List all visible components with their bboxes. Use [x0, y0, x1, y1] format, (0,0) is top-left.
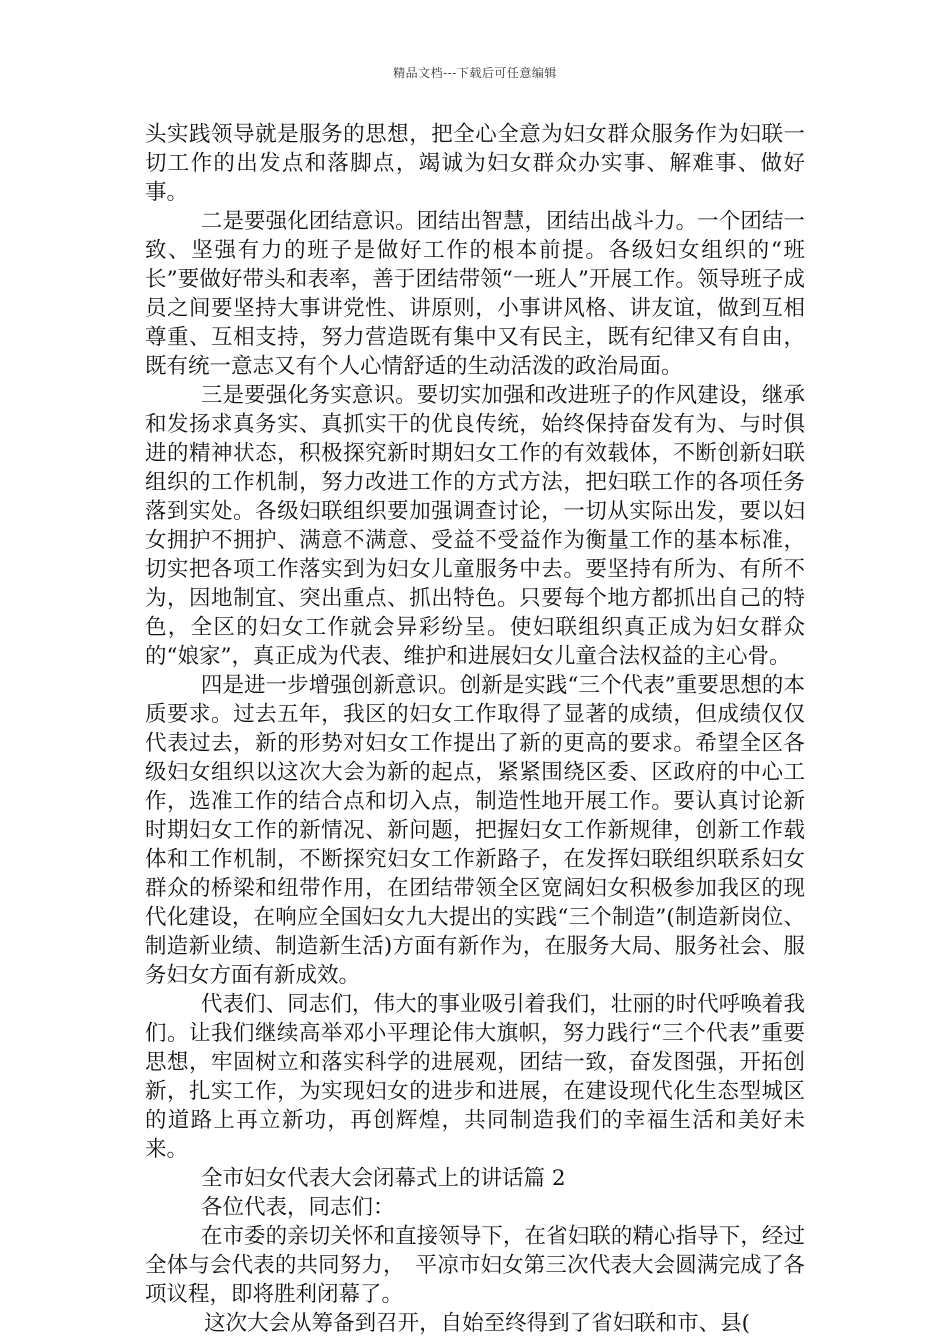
paragraph-unity: 二是要强化团结意识。团结出智慧，团结出战斗力。一个团结一致、坚强有力的班子是做好工作的根本前提。各级妇女组织的“班长”要做好带头和表率，善于团结带领“一班人”开展工作。领导班子成员之间要坚持大事讲党性、讲原则，小事讲风格、讲友谊，做到互相尊重、互相支持，努力营造既有集中又有民主，既有纪律又有自由，既有统一意志又有个人心情舒适的生动活泼的政治局面。: [145, 209, 805, 379]
paragraph-pragmatism: 三是要强化务实意识。要切实加强和改进班子的作风建设，继承和发扬求真务实、真抓实干的优良传统，始终保持奋发有为、与时俱进的精神状态，积极探究新时期妇女工作的有效载体，不断创新妇联组织的工作机制，努力改进工作的方式方法，把妇联工作的各项任务落到实处。各级妇联组织要加强调查讨论，一切从实际出发，要以妇女拥护不拥护、满意不满意、受益不受益作为衡量工作的基本标准，切实把各项工作落实到为妇女儿童服务中去。要坚持有所为、有所不为，因地制宜、突出重点、抓出特色。只要每个地方都抓出自己的特色，全区的妇女工作就会异彩纷呈。使妇联组织真正成为妇女群众的“娘家”，真正成为代表、维护和进展妇女儿童合法权益的主心骨。: [145, 383, 805, 669]
paragraph-preparation: 这次大会从筹备到召开，自始至终得到了省妇联和市、县(: [204, 1311, 751, 1336]
salutation: 各位代表，同志们：: [201, 1195, 395, 1220]
page-header: 精品文档---下载后可任意编辑: [393, 66, 557, 80]
section-heading: 全市妇女代表大会闭幕式上的讲话篇 2: [201, 1166, 566, 1191]
document-body: [145, 120, 805, 1338]
paragraph-opening: 在市委的亲切关怀和直接领导下，在省妇联的精心指导下，经过全体与会代表的共同努力， 平凉市妇女第三次代表大会圆满完成了各项议程，即将胜利闭幕了。: [145, 1224, 805, 1307]
paragraph-closing: 代表们、同志们，伟大的事业吸引着我们，壮丽的时代呼唤着我们。让我们继续高举邓小平理论伟大旗帜，努力践行“三个代表”重要思想，牢固树立和落实科学的进展观，团结一致，奋发图强，开拓创新，扎实工作，为实现妇女的进步和进展，在建设现代化生态型城区的道路上再立新功，再创辉煌，共同制造我们的幸福生活和美好未来。: [145, 992, 805, 1162]
paragraph-continuation: 头实践领导就是服务的思想，把全心全意为妇女群众服务作为妇联一切工作的出发点和落脚点，竭诚为妇女群众办实事、解难事、做好事。: [145, 122, 805, 205]
paragraph-innovation: 四是进一步增强创新意识。创新是实践“三个代表”重要思想的本质要求。过去五年，我区的妇女工作取得了显著的成绩，但成绩仅仅代表过去，新的形势对妇女工作提出了新的更高的要求。希望全区各级妇女组织以这次大会为新的起点，紧紧围绕区委、区政府的中心工作，选准工作的结合点和切入点，制造性地开展工作。要认真讨论新时期妇女工作的新情况、新问题，把握妇女工作新规律，创新工作载体和工作机制，不断探究妇女工作新路子，在发挥妇联组织联系妇女群众的桥梁和纽带作用，在团结带领全区宽阔妇女积极参加我区的现代化建设，在响应全国妇女九大提出的实践“三个制造”(制造新岗位、制造新业绩、制造新生活)方面有新作为，在服务大局、服务社会、服务妇女方面有新成效。: [145, 673, 805, 988]
